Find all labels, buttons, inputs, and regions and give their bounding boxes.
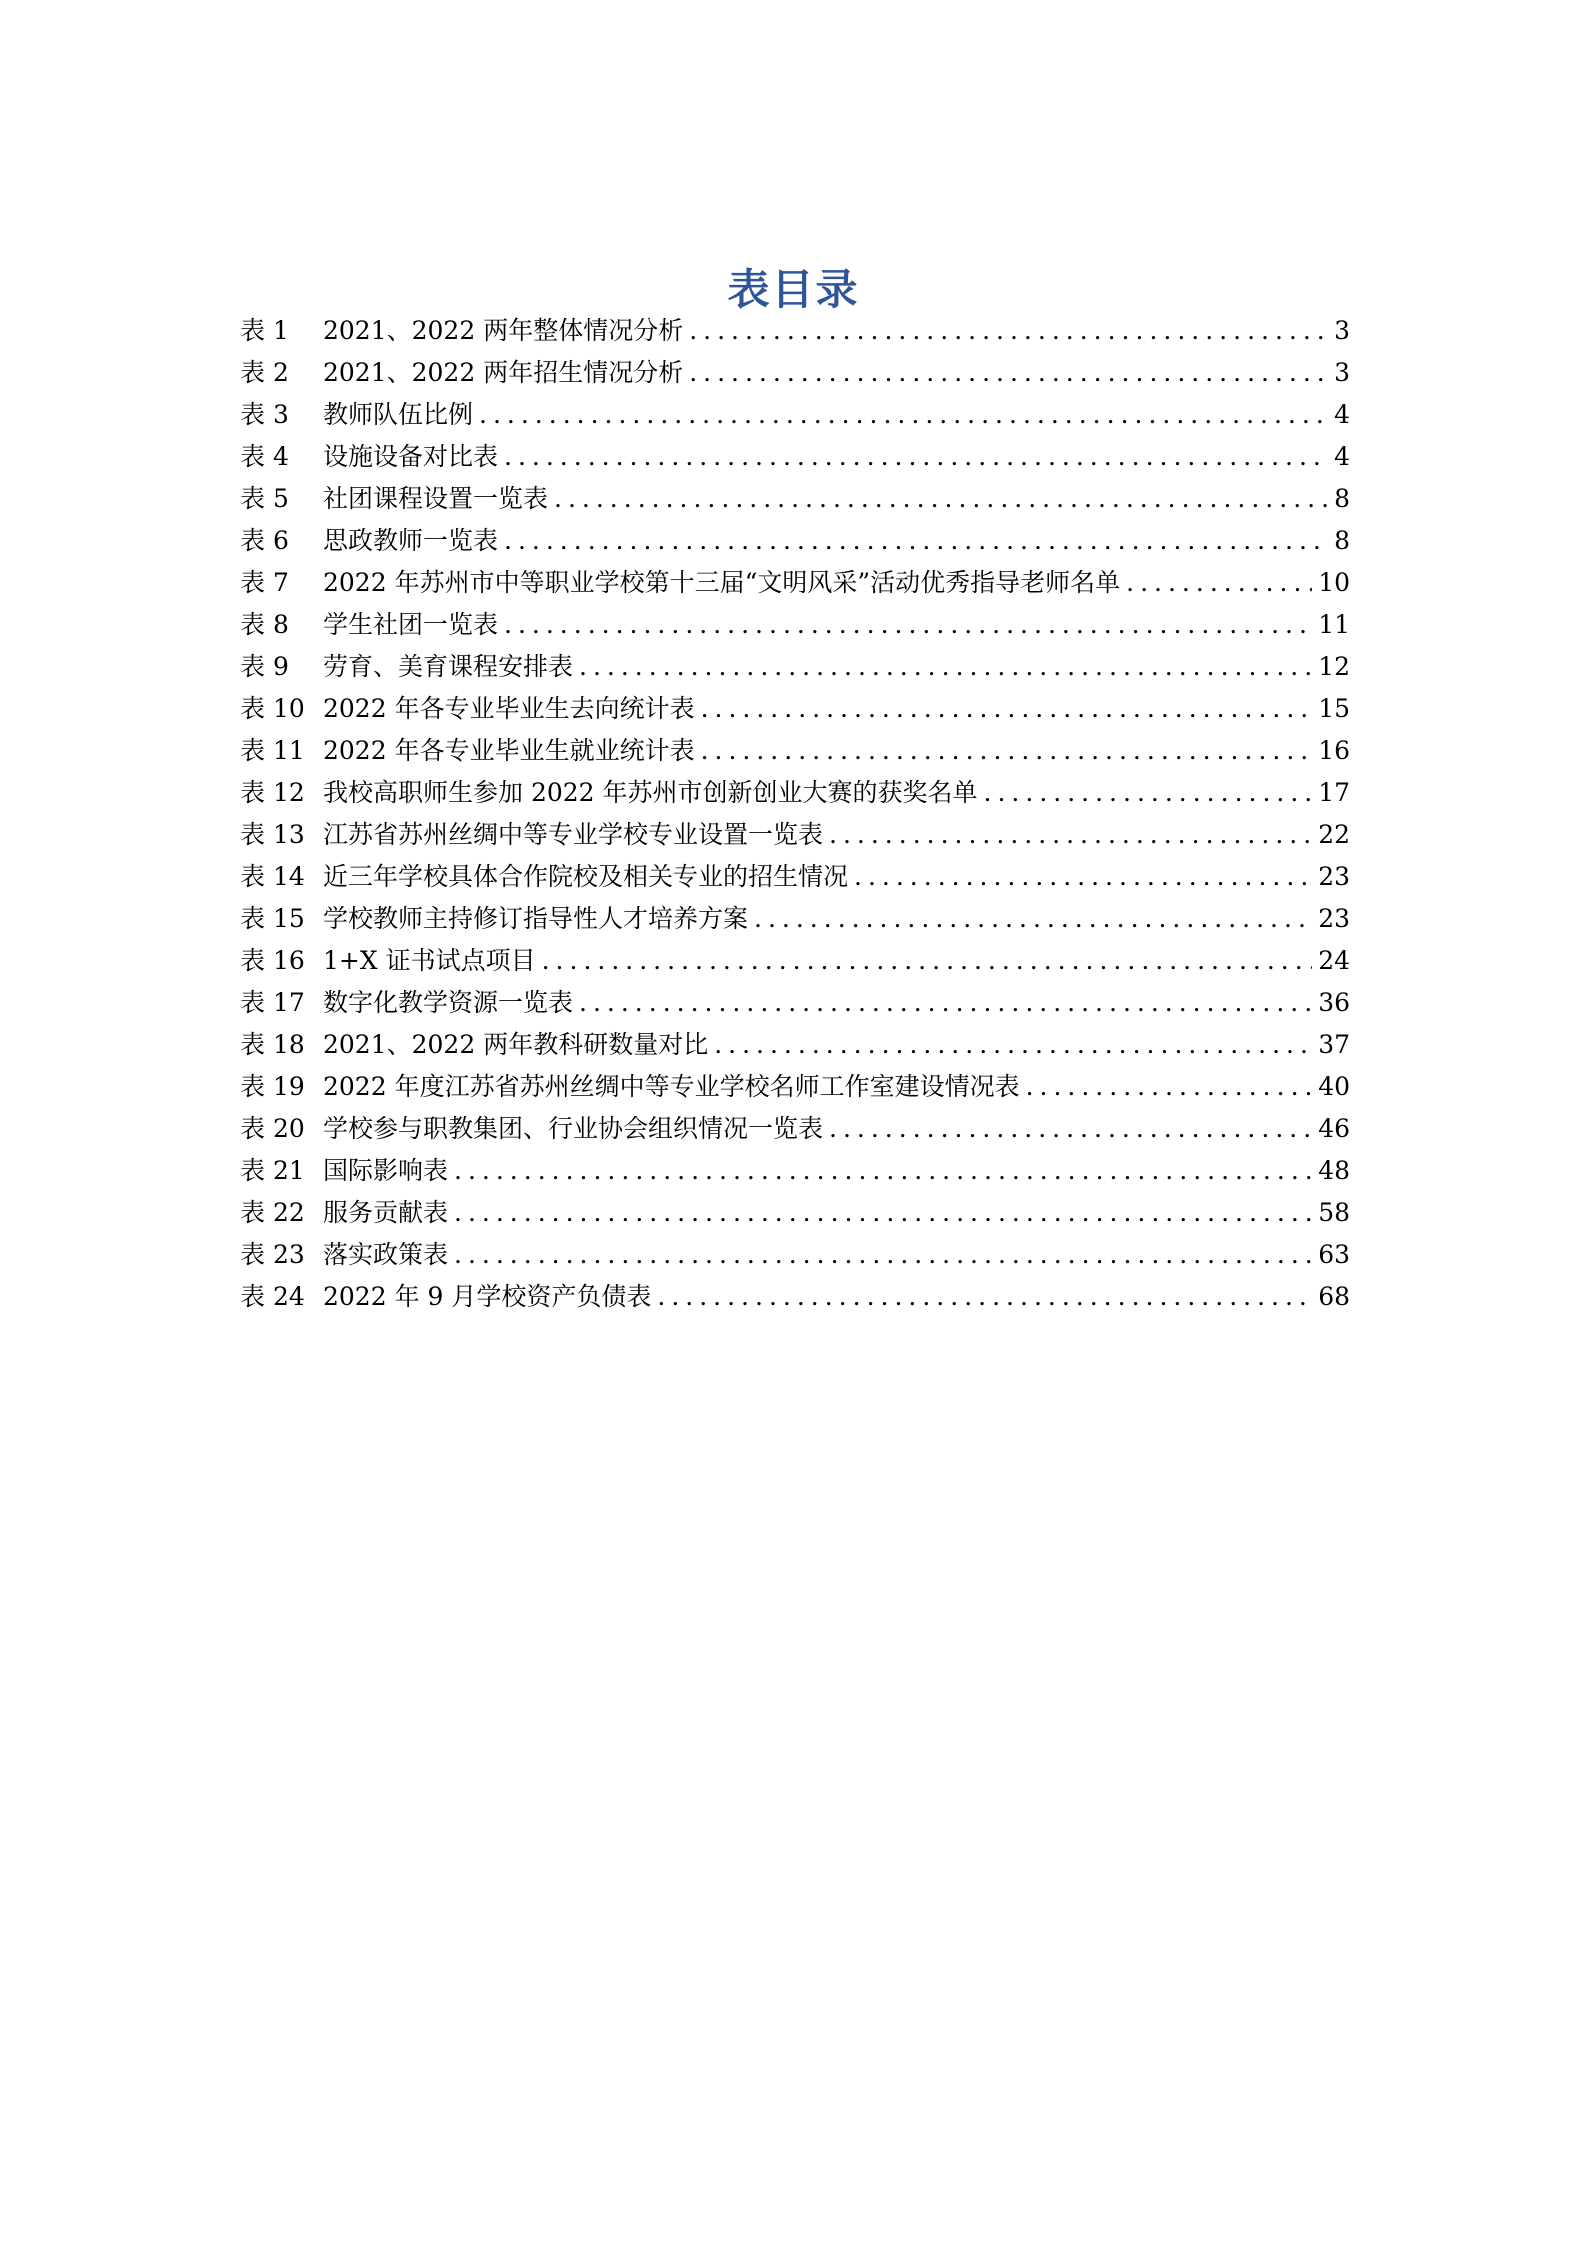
dot-leader <box>579 982 1312 1024</box>
dot-leader <box>689 310 1328 352</box>
dot-leader <box>701 688 1313 730</box>
toc-entry-label: 表 16 <box>240 946 305 975</box>
dot-leader <box>829 1108 1312 1150</box>
toc-entry-page-number: 16 <box>1318 736 1350 765</box>
toc-entry[interactable] <box>240 604 1350 646</box>
toc-entry-title: 服务贡献表 <box>323 1198 449 1227</box>
toc-entry-label: 表 11 <box>240 736 305 765</box>
toc-entry[interactable] <box>240 1108 1350 1150</box>
dot-leader <box>754 898 1312 940</box>
toc-entry-title: 2021、2022 两年教科研数量对比 <box>323 1030 709 1059</box>
toc-entry-label: 表 5 <box>240 484 289 513</box>
toc-entry-page-number: 4 <box>1334 400 1350 429</box>
toc-entry-page-number: 3 <box>1334 316 1350 345</box>
toc-entry-title: 落实政策表 <box>323 1240 449 1269</box>
toc-entry[interactable] <box>240 898 1350 940</box>
page-title: 表目录 <box>727 265 860 315</box>
toc-entry-label: 表 4 <box>240 442 289 471</box>
toc-entry-title: 社团课程设置一览表 <box>323 484 549 513</box>
toc-entry-label: 表 7 <box>240 568 289 597</box>
toc-entry-title: 学生社团一览表 <box>323 610 499 639</box>
toc-entry[interactable] <box>240 646 1350 688</box>
toc-entry-label: 表 19 <box>240 1072 305 1101</box>
toc-entry[interactable] <box>240 1192 1350 1234</box>
toc-entry-label: 表 21 <box>240 1156 305 1185</box>
toc-entry-page-number: 22 <box>1318 820 1350 849</box>
toc-entry-page-number: 17 <box>1318 778 1350 807</box>
dot-leader <box>714 1024 1312 1066</box>
toc-entry[interactable] <box>240 940 1350 982</box>
dot-leader <box>454 1150 1312 1192</box>
dot-leader <box>1126 562 1312 604</box>
dot-leader <box>504 520 1328 562</box>
toc-entry[interactable] <box>240 856 1350 898</box>
toc-entry[interactable] <box>240 1234 1350 1276</box>
toc-entry-title: 江苏省苏州丝绸中等专业学校专业设置一览表 <box>323 820 824 849</box>
toc-entry-label: 表 15 <box>240 904 305 933</box>
dot-leader <box>579 646 1312 688</box>
dot-leader <box>504 604 1312 646</box>
toc-entry-title: 2022 年各专业毕业生就业统计表 <box>323 736 695 765</box>
toc-entry[interactable] <box>240 436 1350 478</box>
toc-entry-label: 表 20 <box>240 1114 305 1143</box>
toc-entry-title: 数字化教学资源一览表 <box>323 988 574 1017</box>
dot-leader <box>1026 1066 1313 1108</box>
dot-leader <box>689 352 1328 394</box>
toc-entry[interactable] <box>240 1276 1350 1318</box>
toc-entry[interactable] <box>240 688 1350 730</box>
toc-entry-page-number: 36 <box>1318 988 1350 1017</box>
toc-entry-title: 学校教师主持修订指导性人才培养方案 <box>323 904 749 933</box>
dot-leader <box>454 1192 1312 1234</box>
dot-leader <box>479 394 1328 436</box>
toc-entry-title: 2021、2022 两年整体情况分析 <box>323 316 684 345</box>
toc-entry-page-number: 12 <box>1318 652 1350 681</box>
toc-entry-page-number: 24 <box>1318 946 1350 975</box>
toc-entry-label: 表 17 <box>240 988 305 1017</box>
toc-entry-label: 表 12 <box>240 778 305 807</box>
toc-entry-title: 2022 年苏州市中等职业学校第十三届“文明风采”活动优秀指导老师名单 <box>323 568 1121 597</box>
toc-entry[interactable] <box>240 1024 1350 1066</box>
toc-entry-page-number: 63 <box>1318 1240 1350 1269</box>
toc-entry-page-number: 8 <box>1334 526 1350 555</box>
toc-entry-title: 1+X 证书试点项目 <box>323 946 536 975</box>
toc-entry-label: 表 1 <box>240 316 289 345</box>
toc-entry[interactable] <box>240 1150 1350 1192</box>
toc-entry-label: 表 2 <box>240 358 289 387</box>
toc-entry[interactable] <box>240 562 1350 604</box>
toc-entry-page-number: 4 <box>1334 442 1350 471</box>
dot-leader <box>454 1234 1312 1276</box>
dot-leader <box>504 436 1328 478</box>
dot-leader <box>657 1276 1312 1318</box>
toc-entry[interactable] <box>240 352 1350 394</box>
dot-leader <box>542 940 1313 982</box>
toc-entry[interactable] <box>240 772 1350 814</box>
dot-leader <box>984 772 1313 814</box>
toc-entry[interactable] <box>240 1066 1350 1108</box>
toc-entry-title: 设施设备对比表 <box>323 442 499 471</box>
toc-entry-title: 2021、2022 两年招生情况分析 <box>323 358 684 387</box>
toc-entry-label: 表 6 <box>240 526 289 555</box>
toc-entry-page-number: 10 <box>1318 568 1350 597</box>
toc-entry-label: 表 10 <box>240 694 305 723</box>
toc-entry[interactable] <box>240 520 1350 562</box>
toc-entry-label: 表 24 <box>240 1282 305 1311</box>
toc-entry-title: 2022 年各专业毕业生去向统计表 <box>323 694 695 723</box>
toc-entry-label: 表 14 <box>240 862 305 891</box>
toc-entry-title: 近三年学校具体合作院校及相关专业的招生情况 <box>323 862 849 891</box>
dot-leader <box>554 478 1328 520</box>
toc-entry[interactable] <box>240 310 1350 352</box>
toc-entry[interactable] <box>240 478 1350 520</box>
toc-entry-title: 2022 年 9 月学校资产负债表 <box>323 1282 652 1311</box>
toc-entry-title: 思政教师一览表 <box>323 526 499 555</box>
toc-entry-label: 表 3 <box>240 400 289 429</box>
dot-leader <box>701 730 1313 772</box>
toc-entry-title: 学校参与职教集团、行业协会组织情况一览表 <box>323 1114 824 1143</box>
dot-leader <box>829 814 1312 856</box>
toc-entry-page-number: 15 <box>1318 694 1350 723</box>
toc-entry-title: 国际影响表 <box>323 1156 449 1185</box>
toc-entry-page-number: 46 <box>1318 1114 1350 1143</box>
toc-entry[interactable] <box>240 814 1350 856</box>
toc-entry-label: 表 18 <box>240 1030 305 1059</box>
toc-entry-label: 表 8 <box>240 610 289 639</box>
toc-entry[interactable] <box>240 730 1350 772</box>
toc-entry-page-number: 3 <box>1334 358 1350 387</box>
toc-entry-page-number: 23 <box>1318 904 1350 933</box>
dot-leader <box>854 856 1312 898</box>
toc-entry-label: 表 13 <box>240 820 305 849</box>
toc-entry-label: 表 23 <box>240 1240 305 1269</box>
toc-entry-page-number: 11 <box>1318 610 1350 639</box>
table-of-contents <box>240 310 1350 1318</box>
toc-entry-title: 2022 年度江苏省苏州丝绸中等专业学校名师工作室建设情况表 <box>323 1072 1020 1101</box>
toc-entry-page-number: 23 <box>1318 862 1350 891</box>
toc-entry[interactable] <box>240 982 1350 1024</box>
toc-entry-title: 教师队伍比例 <box>323 400 474 429</box>
toc-entry-page-number: 40 <box>1318 1072 1350 1101</box>
toc-entry-page-number: 68 <box>1318 1282 1350 1311</box>
toc-entry-title: 劳育、美育课程安排表 <box>323 652 574 681</box>
toc-entry-label: 表 22 <box>240 1198 305 1227</box>
toc-entry-title: 我校高职师生参加 2022 年苏州市创新创业大赛的获奖名单 <box>323 778 978 807</box>
toc-entry[interactable] <box>240 394 1350 436</box>
toc-entry-page-number: 8 <box>1334 484 1350 513</box>
toc-entry-label: 表 9 <box>240 652 289 681</box>
toc-entry-page-number: 48 <box>1318 1156 1350 1185</box>
toc-entry-page-number: 58 <box>1318 1198 1350 1227</box>
toc-entry-page-number: 37 <box>1318 1030 1350 1059</box>
